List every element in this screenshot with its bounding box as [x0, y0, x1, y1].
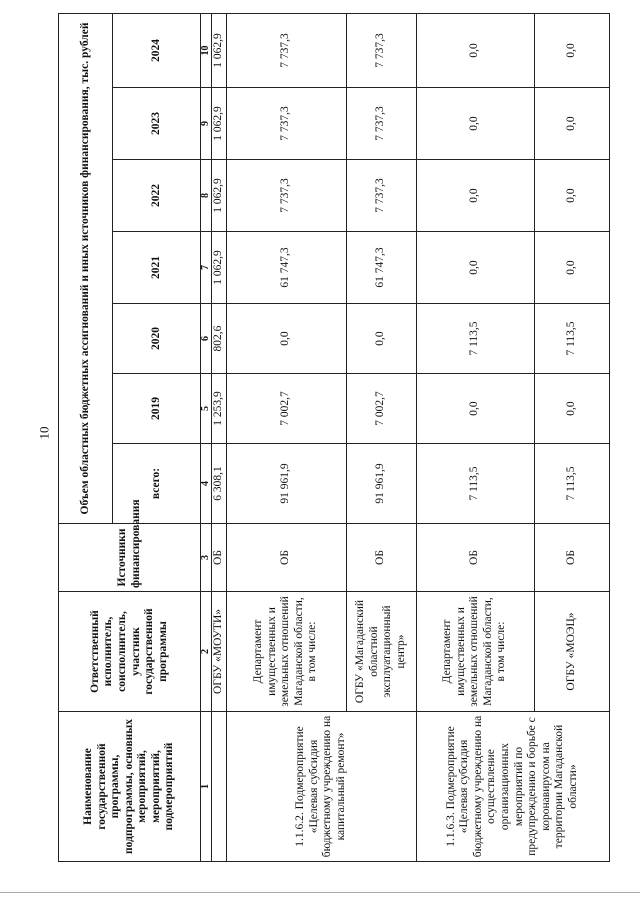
total-cell: 6 308,1 [212, 444, 227, 524]
column-index: 3 [201, 524, 212, 592]
header-year: 2021 [112, 232, 200, 304]
table-row [416, 13, 534, 861]
column-index: 9 [201, 88, 212, 160]
column-index: 1 [201, 712, 212, 862]
name-cell: 1.1.6.3. Подмероприятие «Целевая субсидия бюджетному учреждению на осуществление организационных мероприятий по предупреждению и борьбе с коронавирусом на территории Магаданской области» [416, 712, 609, 862]
header-year: 2023 [112, 88, 200, 160]
header-source: Источники финансирования [59, 524, 201, 592]
total-cell: 7 113,5 [534, 444, 609, 524]
year-cell: 7 737,3 [346, 88, 416, 160]
table-row [212, 13, 227, 861]
rotated-table-container [58, 14, 595, 862]
year-cell: 1 062,9 [212, 232, 227, 304]
source-cell: ОБ [226, 524, 346, 592]
year-cell: 7 113,5 [534, 304, 609, 374]
executor-cell: Департамент имущественных и земельных отношений Магаданской области, в том числе: [226, 592, 346, 712]
header-year: 2022 [112, 160, 200, 232]
year-cell: 802,6 [212, 304, 227, 374]
executor-cell: ОГБУ «МОУТИ» [212, 592, 227, 712]
year-cell: 7 113,5 [416, 304, 534, 374]
year-cell: 0,0 [534, 374, 609, 444]
column-index: 7 [201, 232, 212, 304]
bottom-divider [0, 892, 640, 893]
header-year: 2024 [112, 13, 200, 87]
year-cell: 7 002,7 [226, 374, 346, 444]
column-index: 2 [201, 592, 212, 712]
executor-cell: ОГБУ «МОЭЦ» [534, 592, 609, 712]
year-cell: 7 737,3 [226, 160, 346, 232]
year-cell: 0,0 [534, 160, 609, 232]
year-cell: 1 062,9 [212, 160, 227, 232]
table-row [226, 13, 346, 861]
year-cell: 7 737,3 [346, 160, 416, 232]
year-cell: 7 002,7 [346, 374, 416, 444]
year-cell: 7 737,3 [346, 13, 416, 87]
year-cell: 0,0 [416, 88, 534, 160]
year-cell: 1 253,9 [212, 374, 227, 444]
header-volume-title: Объем областных бюджетных ассигнований и иных источников финансирования, тыс. рублей [59, 13, 113, 523]
header-name: Наименование государственной программы, подпрограммы, основных мероприятий, мероприятий, подмероприятий [59, 712, 201, 862]
year-cell: 0,0 [226, 304, 346, 374]
year-cell: 0,0 [416, 232, 534, 304]
header-year: 2020 [112, 304, 200, 374]
year-cell: 0,0 [534, 13, 609, 87]
header-total: всего: [112, 444, 200, 524]
year-cell: 0,0 [346, 304, 416, 374]
column-index: 10 [201, 13, 212, 87]
financing-table [58, 13, 610, 862]
executor-cell: ОГБУ «Магаданский областной эксплуатационный центр» [346, 592, 416, 712]
column-index: 5 [201, 374, 212, 444]
year-cell: 1 062,9 [212, 13, 227, 87]
source-cell: ОБ [212, 524, 227, 592]
year-cell: 1 062,9 [212, 88, 227, 160]
name-cell-empty [212, 712, 227, 862]
page-number: 10 [36, 426, 52, 440]
name-cell: 1.1.6.2. Подмероприятие «Целевая субсидия бюджетному учреждению на капитальный ремонт» [226, 712, 416, 862]
source-cell: ОБ [534, 524, 609, 592]
source-cell: ОБ [346, 524, 416, 592]
column-index: 4 [201, 444, 212, 524]
year-cell: 0,0 [416, 160, 534, 232]
year-cell: 0,0 [416, 374, 534, 444]
year-cell: 7 737,3 [226, 88, 346, 160]
column-index: 6 [201, 304, 212, 374]
total-cell: 91 961,9 [226, 444, 346, 524]
year-cell: 61 747,3 [226, 232, 346, 304]
column-index: 8 [201, 160, 212, 232]
year-cell: 0,0 [416, 13, 534, 87]
header-year: 2019 [112, 374, 200, 444]
year-cell: 0,0 [534, 232, 609, 304]
year-cell: 0,0 [534, 88, 609, 160]
total-cell: 91 961,9 [346, 444, 416, 524]
column-index-row [201, 13, 212, 861]
executor-cell: Департамент имущественных и земельных отношений Магаданской области, в том числе: [416, 592, 534, 712]
header-executor: Ответственный исполнитель, соисполнитель, участник государственной программы [59, 592, 201, 712]
source-cell: ОБ [416, 524, 534, 592]
total-cell: 7 113,5 [416, 444, 534, 524]
year-cell: 7 737,3 [226, 13, 346, 87]
year-cell: 61 747,3 [346, 232, 416, 304]
